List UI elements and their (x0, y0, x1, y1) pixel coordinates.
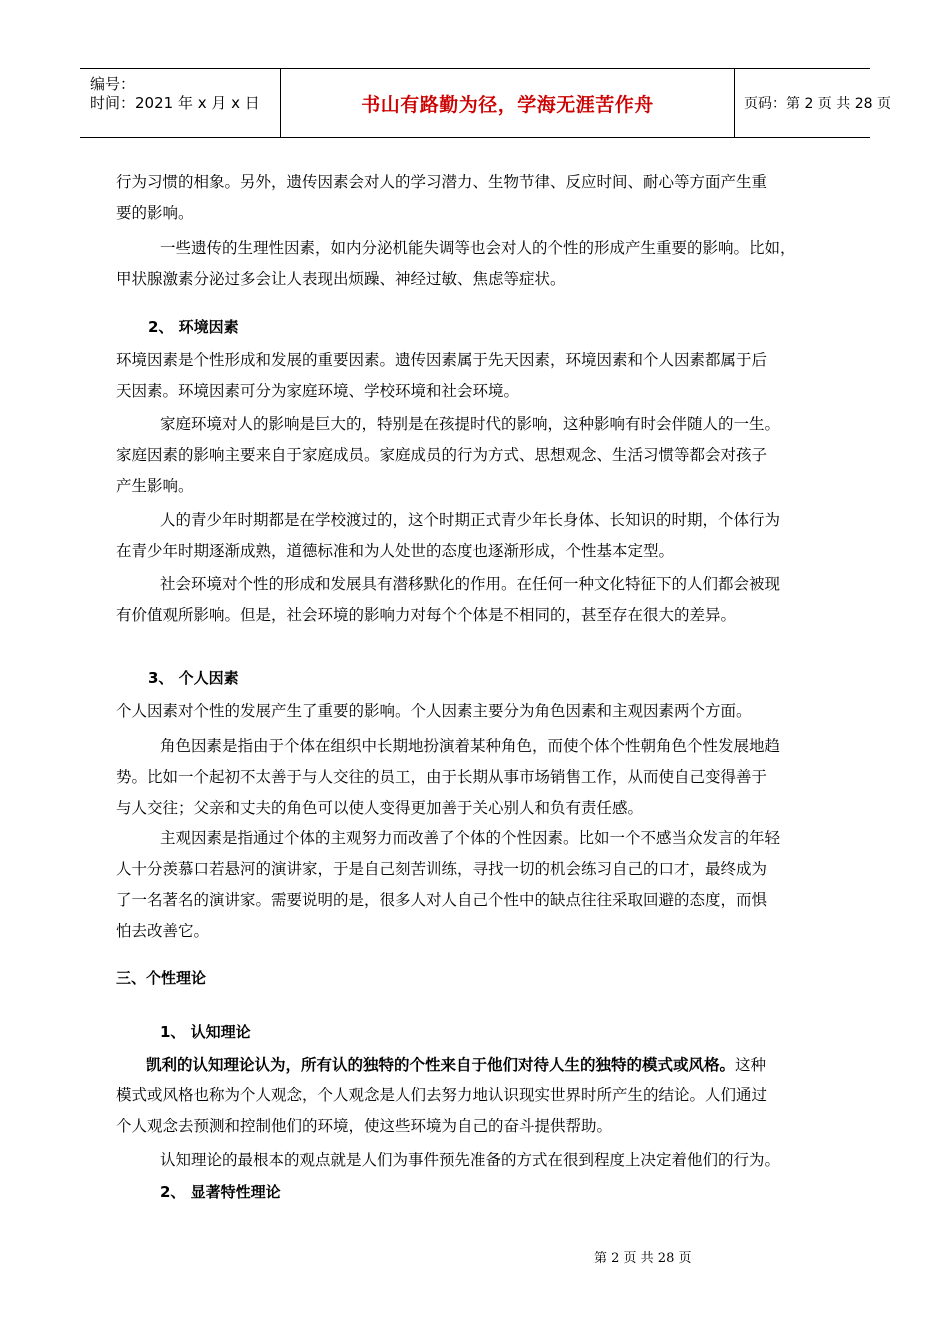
text-line: 家庭因素的影响主要来自于家庭成员。家庭成员的行为方式、思想观念、生活习惯等都会对孩子 (116, 446, 768, 464)
document-header (80, 68, 891, 138)
paragraph-10 (116, 1049, 840, 1142)
paragraph-8 (116, 731, 840, 824)
header-meta-cell (80, 69, 281, 137)
paragraph-3 (116, 345, 840, 407)
heading-theory: 三、个性理论 (116, 969, 207, 987)
text-line: 甲状腺激素分泌过多会让人表现出烦躁、神经过敏、焦虑等症状。 (116, 270, 566, 288)
text-line: 人的青少年时期都是在学校渡过的，这个时期正式青少年长身体、长知识的时期，个体行为 (160, 511, 781, 529)
text-line: 角色因素是指由于个体在组织中长期地扮演着某种角色，而使个体个性朝角色个性发展地趋 (160, 737, 781, 755)
paragraph-4 (116, 409, 840, 502)
text-span: 这种 (735, 1056, 767, 1074)
text-line: 产生影响。 (116, 477, 194, 495)
text-line: 势。比如一个起初不太善于与人交往的员工，由于长期从事市场销售工作，从而使自己变得善于 (116, 768, 768, 786)
number-label: 编号： (90, 75, 136, 93)
text-line: 人十分羡慕口若悬河的演讲家，于是自己刻苦训练，寻找一切的机会练习自己的口才，最终成为 (116, 860, 768, 878)
text-line: 与人交往；父亲和丈夫的角色可以使人变得更加善于关心别人和负有责任感。 (116, 799, 644, 817)
time-label: 时间：2021 年 x 月 x 日 (90, 94, 260, 112)
text-line: 模式或风格也称为个人观念，个人观念是人们去努力地认识现实世界时所产生的结论。人们通过 (116, 1086, 768, 1104)
text-line: 认知理论的最根本的观点就是人们为事件预先准备的方式在很到程度上决定着他们的行为。 (160, 1151, 781, 1169)
paragraph-7 (116, 696, 840, 727)
paragraph-6 (116, 569, 840, 631)
footer-page-number: 第 2 页 共 28 页 (594, 1251, 692, 1266)
paragraph-9 (116, 823, 840, 947)
heading-personal: 3、 个人因素 (148, 669, 239, 687)
text-line (116, 1049, 840, 1080)
text-line: 在青少年时期逐渐成熟，道德标准和为人处世的态度也逐渐形成，个性基本定型。 (116, 542, 675, 560)
heading-environment: 2、 环境因素 (148, 318, 239, 336)
bold-text: 凯利的认知理论认为，所有认的独特的个性来自于他们对待人生的独特的模式或风格。 (146, 1055, 736, 1074)
paragraph-11 (116, 1145, 840, 1176)
heading-cognitive: 1、 认知理论 (160, 1023, 251, 1041)
text-line: 行为习惯的相象。另外，遗传因素会对人的学习潜力、生物节律、反应时间、耐心等方面产生重 (116, 173, 768, 191)
paragraph-5 (116, 505, 840, 567)
text-line: 有价值观所影响。但是，社会环境的影响力对每个个体是不相同的，甚至存在很大的差异。 (116, 606, 737, 624)
paragraph-1 (116, 167, 840, 229)
text-line: 环境因素是个性形成和发展的重要因素。遗传因素属于先天因素，环境因素和个人因素都属于后 (116, 351, 768, 369)
header-motto-cell (281, 69, 735, 137)
text-line: 个人因素对个性的发展产生了重要的影响。个人因素主要分为角色因素和主观因素两个方面。 (116, 702, 752, 720)
text-line: 了一名著名的演讲家。需要说明的是，很多人对人自己个性中的缺点往往采取回避的态度，而惧 (116, 891, 768, 909)
motto: 书山有路勤为径，学海无涯苦作舟 (361, 93, 654, 116)
text-line: 主观因素是指通过个体的主观努力而改善了个体的个性因素。比如一个不感当众发言的年轻 (160, 829, 781, 847)
text-line: 个人观念去预测和控制他们的环境，使这些环境为自己的奋斗提供帮助。 (116, 1117, 613, 1135)
text-line: 天因素。环境因素可分为家庭环境、学校环境和社会环境。 (116, 382, 520, 400)
text-line: 怕去改善它。 (116, 922, 210, 940)
text-line: 社会环境对个性的形成和发展具有潜移默化的作用。在任何一种文化特征下的人们都会被现 (160, 575, 781, 593)
page-info: 页码：第 2 页 共 28 页 (744, 96, 891, 112)
text-line: 一些遗传的生理性因素，如内分泌机能失调等也会对人的个性的形成产生重要的影响。比如， (160, 239, 796, 257)
text-line: 要的影响。 (116, 204, 194, 222)
heading-trait: 2、 显著特性理论 (160, 1183, 281, 1201)
text-line: 家庭环境对人的影响是巨大的，特别是在孩提时代的影响，这种影响有时会伴随人的一生。 (160, 415, 781, 433)
paragraph-2 (116, 233, 840, 295)
